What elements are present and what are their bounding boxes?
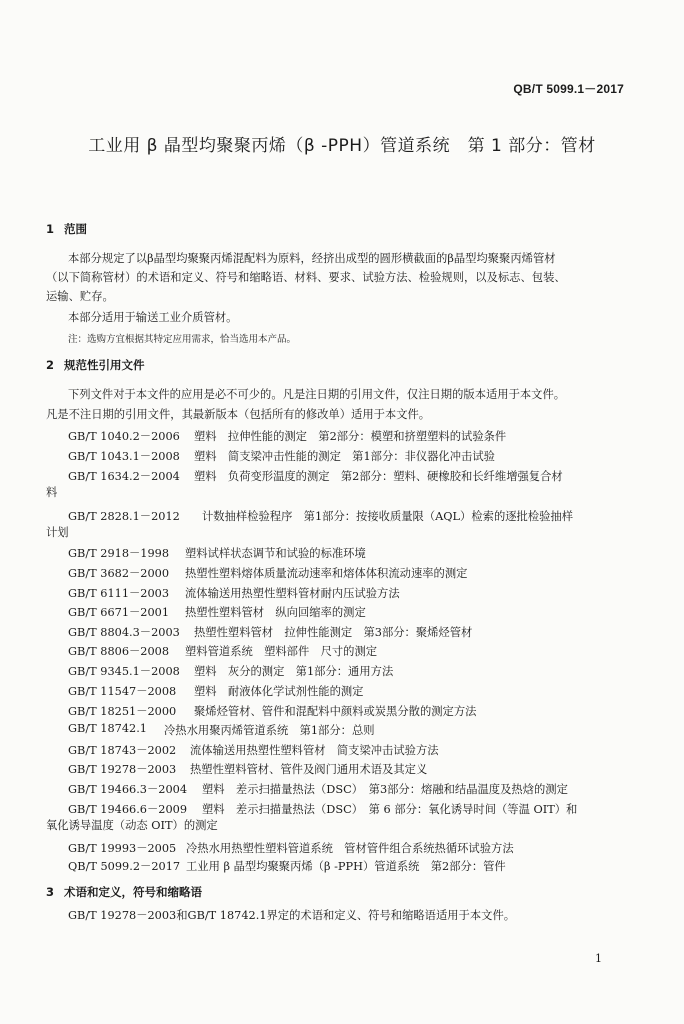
note: 注：选购方宜根据其特定应用需求，恰当选用本产品。 xyxy=(68,334,297,345)
section-number: 2 xyxy=(46,358,55,372)
reference-title: 聚烯烃管材、管件和混配料中颜料或炭黑分散的测定方法 xyxy=(194,705,477,718)
reference-title: 塑料 负荷变形温度的测定 第2部分：塑料、硬橡胶和长纤维增强复合材 xyxy=(194,470,563,483)
reference-code: GB/T 1634.2－2004 xyxy=(68,470,180,483)
paragraph-line: 本部分规定了以β晶型均聚聚丙烯混配料为原料，经挤出成型的圆形横截面的β晶型均聚聚丙烯管材 xyxy=(68,252,556,265)
reference-item xyxy=(68,624,473,640)
reference-code: GB/T 19466.3－2004 xyxy=(68,783,188,796)
reference-title: 冷热水用聚丙烯管道系统 第1部分：总则 xyxy=(164,724,375,737)
reference-code: GB/T 8806－2008 xyxy=(68,645,170,658)
paragraph: GB/T 19278－2003和GB/T 18742.1界定的术语和定义、符号和缩略语适用于本文件。 xyxy=(68,909,516,922)
reference-title: 热塑性塑料管材、管件及阀门通用术语及其定义 xyxy=(190,763,428,776)
paragraph-line: 凡是不注日期的引用文件，其最新版本（包括所有的修改单）适用于本文件。 xyxy=(46,408,431,421)
reference-item xyxy=(68,545,366,561)
paragraph-line: 下列文件对于本文件的应用是必不可少的。凡是注日期的引用文件，仅注日期的版本适用于本文件。 xyxy=(68,388,566,401)
standard-code: QB/T 5099.1－2017 xyxy=(513,82,624,96)
reference-code: GB/T 6111－2003 xyxy=(68,587,170,600)
section-1-heading xyxy=(46,221,87,237)
reference-code: GB/T 19466.6－2009 xyxy=(68,803,188,816)
reference-code: GB/T 9345.1－2008 xyxy=(68,665,180,678)
reference-item xyxy=(68,565,468,581)
reference-title: 冷热水用热塑性塑料管道系统 管材管件组合系统热循环试验方法 xyxy=(186,842,514,855)
reference-code: GB/T 19278－2003 xyxy=(68,763,177,776)
reference-code: GB/T 1043.1－2008 xyxy=(68,450,180,463)
section-number: 1 xyxy=(46,222,55,236)
reference-item xyxy=(68,508,574,524)
reference-item xyxy=(68,742,439,758)
reference-item xyxy=(68,858,506,874)
section-number: 3 xyxy=(46,885,55,899)
reference-item xyxy=(68,448,495,464)
reference-item xyxy=(68,722,375,737)
reference-title: 塑料 简支梁冲击性能的测定 第1部分：非仪器化冲击试验 xyxy=(194,450,495,463)
reference-item xyxy=(68,683,364,699)
reference-title: 塑料 灰分的测定 第1部分：通用方法 xyxy=(194,665,394,678)
reference-title: 流体输送用热塑性塑料管材 简支梁冲击试验方法 xyxy=(190,744,439,757)
reference-continuation: 料 xyxy=(46,486,58,499)
reference-code: GB/T 1040.2－2006 xyxy=(68,430,180,443)
page-number: 1 xyxy=(595,952,602,965)
reference-title: 热塑性塑料管材 纵向回缩率的测定 xyxy=(185,606,366,619)
section-3-heading xyxy=(46,884,202,900)
reference-code: GB/T 18251－2000 xyxy=(68,705,177,718)
reference-title: 热塑性塑料熔体质量流动速率和熔体体积流动速率的测定 xyxy=(185,567,468,580)
reference-title: 塑料 拉伸性能的测定 第2部分：模塑和挤塑塑料的试验条件 xyxy=(194,430,507,443)
reference-continuation: 氧化诱导温度（动态 OIT）的测定 xyxy=(46,819,218,832)
reference-item xyxy=(68,840,514,856)
reference-title: 计数抽样检验程序 第1部分：按接收质量限（AQL）检索的逐批检验抽样 xyxy=(202,510,574,523)
reference-title: 塑料试样状态调节和试验的标准环境 xyxy=(185,547,366,560)
reference-code: GB/T 3682－2000 xyxy=(68,567,170,580)
reference-continuation: 计划 xyxy=(46,526,69,539)
reference-item xyxy=(68,468,563,484)
reference-title: 热塑性塑料管材 拉伸性能测定 第3部分：聚烯烃管材 xyxy=(194,626,473,639)
reference-code: GB/T 6671－2001 xyxy=(68,606,170,619)
reference-title: 塑料 差示扫描量热法（DSC） 第 6 部分：氧化诱导时间（等温 OIT）和 xyxy=(202,803,578,816)
reference-title: 流体输送用热塑性塑料管材耐内压试验方法 xyxy=(185,587,400,600)
reference-code: GB/T 2828.1－2012 xyxy=(68,510,180,523)
reference-title: 塑料管道系统 塑料部件 尺寸的测定 xyxy=(185,645,378,658)
reference-code: GB/T 8804.3－2003 xyxy=(68,626,180,639)
paragraph-line: （以下简称管材）的术语和定义、符号和缩略语、材料、要求、试验方法、检验规则，以及标志、包装、 xyxy=(46,271,566,284)
section-2-heading xyxy=(46,357,145,373)
reference-code: GB/T 2918－1998 xyxy=(68,547,170,560)
reference-code: GB/T 18742.1 xyxy=(68,722,147,735)
section-title: 术语和定义，符号和缩略语 xyxy=(64,885,202,899)
reference-title: 塑料 差示扫描量热法（DSC） 第3部分：熔融和结晶温度及热焓的测定 xyxy=(202,783,568,796)
reference-title: 工业用 β 晶型均聚聚丙烯（β -PPH）管道系统 第2部分：管件 xyxy=(186,860,506,873)
reference-code: GB/T 18743－2002 xyxy=(68,744,177,757)
reference-code: QB/T 5099.2－2017 xyxy=(68,860,181,873)
reference-title: 塑料 耐液体化学试剂性能的测定 xyxy=(194,685,364,698)
reference-code: GB/T 11547－2008 xyxy=(68,685,177,698)
reference-item xyxy=(68,781,568,797)
reference-item xyxy=(68,663,394,679)
section-title: 规范性引用文件 xyxy=(64,358,145,372)
reference-item xyxy=(68,761,428,777)
paragraph: 本部分适用于输送工业介质管材。 xyxy=(68,311,238,324)
reference-item xyxy=(68,801,578,817)
reference-item xyxy=(68,428,507,444)
section-title: 范围 xyxy=(64,222,87,236)
reference-item xyxy=(68,643,378,659)
paragraph-line: 运输、贮存。 xyxy=(46,290,114,303)
document-title: 工业用 β 晶型均聚聚丙烯（β -PPH）管道系统 第 1 部分：管材 xyxy=(88,136,596,156)
reference-item xyxy=(68,585,400,601)
reference-code: GB/T 19993－2005 xyxy=(68,842,177,855)
reference-item xyxy=(68,604,366,620)
reference-item xyxy=(68,703,477,719)
